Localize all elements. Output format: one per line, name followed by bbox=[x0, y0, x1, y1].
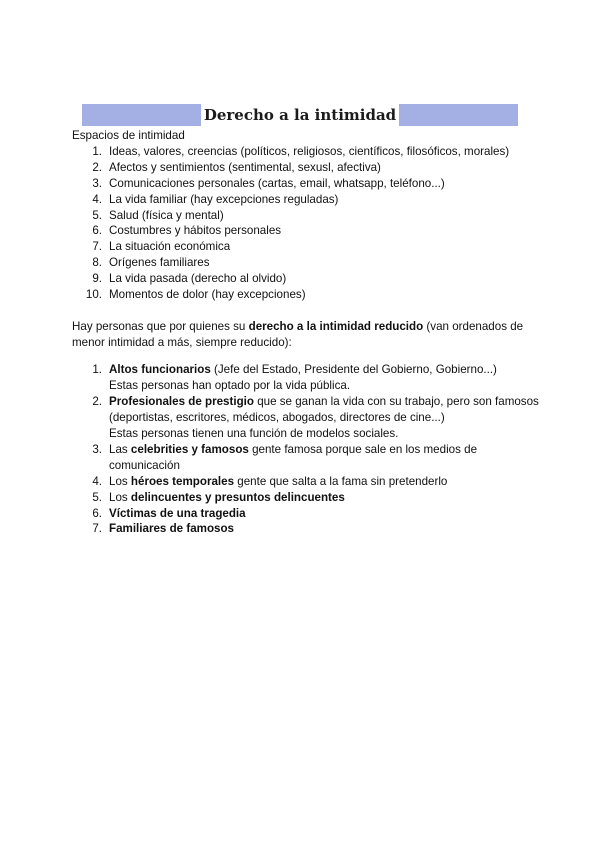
item-number: 6. bbox=[92, 506, 102, 520]
item-number: 2. bbox=[92, 160, 102, 174]
item-body bbox=[109, 363, 497, 376]
item-text: Afectos y sentimientos (sentimental, sexusl, afectiva) bbox=[109, 160, 381, 174]
document-body bbox=[72, 128, 542, 537]
list-item bbox=[72, 474, 542, 490]
item-number: 3. bbox=[92, 442, 102, 456]
item-text-post: gente que salta a la fama sin pretenderlo bbox=[234, 474, 448, 488]
item-text-pre: Los bbox=[109, 490, 131, 504]
item-text: Orígenes familiares bbox=[109, 256, 210, 270]
item-text: La situación económica bbox=[109, 240, 231, 254]
item-body bbox=[109, 395, 539, 424]
list-item bbox=[72, 490, 542, 506]
list-item bbox=[72, 239, 542, 255]
list-item bbox=[72, 287, 542, 303]
list-item bbox=[72, 271, 542, 287]
list-item bbox=[72, 192, 542, 208]
item-number: 3. bbox=[92, 176, 102, 190]
item-number: 7. bbox=[92, 522, 102, 536]
list-item bbox=[72, 208, 542, 224]
item-number: 1. bbox=[92, 144, 102, 158]
page-title: Derecho a la intimidad bbox=[201, 104, 399, 126]
item-text-bold: Víctimas de una tragedia bbox=[109, 506, 246, 520]
list-item bbox=[72, 160, 542, 176]
item-text-post: que se ganan la vida con su trabajo, pero son famosos (deportistas, escritores, médicos, abogados, directores de cine...) bbox=[109, 395, 539, 425]
item-text: Momentos de dolor (hay excepciones) bbox=[109, 288, 306, 302]
item-text-bold: Altos funcionarios bbox=[109, 363, 211, 377]
list-item bbox=[72, 362, 542, 394]
list-item bbox=[72, 144, 542, 160]
section2-intro bbox=[72, 319, 542, 351]
list-item bbox=[72, 442, 542, 474]
item-text-bold: delincuentes y presuntos delincuentes bbox=[130, 490, 345, 504]
item-number: 1. bbox=[92, 363, 102, 377]
item-text-bold: celebrities y famosos bbox=[130, 442, 249, 456]
item-number: 5. bbox=[92, 208, 102, 222]
item-number: 9. bbox=[92, 272, 102, 286]
item-text: Comunicaciones personales (cartas, email, whatsapp, teléfono...) bbox=[109, 176, 445, 190]
list-item bbox=[72, 176, 542, 192]
intro-text-pre: Hay personas que por quienes su bbox=[72, 319, 249, 333]
title-banner bbox=[82, 104, 518, 126]
item-number: 10. bbox=[85, 288, 102, 302]
list-item bbox=[72, 255, 542, 271]
list-item bbox=[72, 521, 542, 537]
item-number: 7. bbox=[92, 240, 102, 254]
item-text-bold: héroes temporales bbox=[130, 474, 235, 488]
item-text-bold: Familiares de famosos bbox=[109, 522, 235, 536]
item-text: Ideas, valores, creencias (políticos, religiosos, científicos, filosóficos, morales) bbox=[109, 144, 510, 158]
item-body bbox=[109, 443, 477, 472]
list-item bbox=[72, 394, 542, 442]
item-number: 2. bbox=[92, 395, 102, 409]
item-text-post: gente famosa porque sale en los medios de comunicación bbox=[109, 442, 478, 472]
item-text: Salud (física y mental) bbox=[109, 208, 224, 222]
intimacy-spaces-list bbox=[72, 144, 542, 303]
item-body bbox=[109, 507, 246, 520]
item-text-pre: Las bbox=[109, 442, 131, 456]
item-body bbox=[109, 491, 345, 504]
section1-heading: Espacios de intimidad bbox=[72, 129, 185, 142]
item-number: 8. bbox=[92, 256, 102, 270]
item-note: Estas personas tienen una función de modelos sociales. bbox=[109, 427, 399, 440]
item-body bbox=[109, 522, 234, 535]
item-number: 5. bbox=[92, 490, 102, 504]
reduced-privacy-list bbox=[72, 362, 542, 537]
list-item bbox=[72, 223, 542, 239]
item-number: 6. bbox=[92, 224, 102, 238]
item-number: 4. bbox=[92, 474, 102, 488]
list-item bbox=[72, 506, 542, 522]
item-text: La vida pasada (derecho al olvido) bbox=[109, 272, 287, 286]
item-text: La vida familiar (hay excepciones reguladas) bbox=[109, 192, 339, 206]
item-text-post: (Jefe del Estado, Presidente del Gobierno, Gobierno...) bbox=[210, 363, 497, 377]
item-text-pre: Los bbox=[109, 474, 131, 488]
item-text: Costumbres y hábitos personales bbox=[109, 224, 282, 238]
item-number: 4. bbox=[92, 192, 102, 206]
intro-text-post: (van ordenados de menor intimidad a más, siempre reducido): bbox=[72, 319, 524, 349]
item-note: Estas personas han optado por la vida pública. bbox=[109, 379, 351, 393]
item-body bbox=[109, 475, 447, 488]
item-text-bold: Profesionales de prestigio bbox=[109, 395, 254, 409]
intro-text-bold: derecho a la intimidad reducido bbox=[248, 319, 424, 333]
